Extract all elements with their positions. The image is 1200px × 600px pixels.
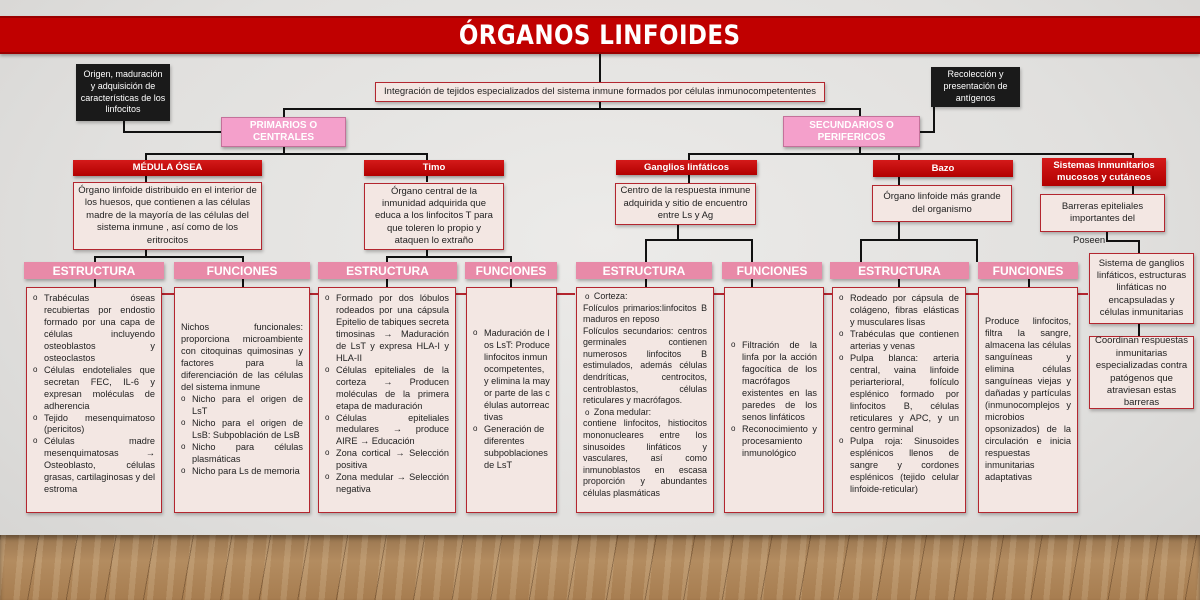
connector	[242, 279, 244, 287]
ganglios-structure-box	[576, 287, 714, 513]
page-title: ÓRGANOS LINFOIDES	[459, 19, 741, 51]
secondary-note	[931, 67, 1020, 107]
organ-description-mucosos	[1040, 194, 1165, 232]
connector	[933, 106, 935, 133]
list-item: o Maduración de los LsT: Produce linfocitos inmunocompetentes, y elimina la mayor parte de las células autorreactivas	[473, 328, 550, 424]
connector	[386, 279, 388, 287]
connector	[645, 239, 647, 262]
mucosos-detail-2	[1089, 336, 1194, 409]
list-item: o Trabéculas óseas recubiertas por endostio formado por una capa de células incluyendo osteoblastos y osteoclastos	[33, 293, 155, 365]
bullet-icon: o	[585, 407, 594, 417]
list-item: o Tejido mesenquimatoso (pericitos)	[33, 413, 155, 437]
connector	[966, 293, 978, 295]
poseen-label: Poseen	[1073, 235, 1106, 246]
connector	[688, 175, 690, 183]
connector	[283, 108, 861, 110]
corteza-label	[583, 291, 707, 303]
bazo-functions-box	[978, 287, 1078, 513]
corteza-text: Folículos primarios:linfocitos B maduros en reposo	[583, 302, 707, 325]
connector	[976, 239, 978, 262]
section-header-structure	[318, 262, 457, 279]
connector	[1138, 240, 1140, 253]
corteza-text: Folículos secundarios: centros germinales contienen numerosos linfocitos B estimulados, además células dendríticas, centrocitos, centroblastos, células reticulares y macrófagos.	[583, 325, 707, 406]
description-text: Centro de la respuesta inmune adquirida y sitio de encuentro entre Ls y Ag	[620, 185, 751, 222]
organ-header-bazo	[873, 160, 1013, 177]
list-item: o Zona medular → Selección negativa	[325, 472, 449, 496]
secondary-note-text: Recolección y presentación de antígenos	[943, 69, 1008, 103]
connector	[1106, 240, 1140, 242]
connector	[557, 293, 575, 295]
organ-name: Timo	[422, 162, 446, 174]
list-item: o Células madre mesenquimatosas → Osteoblasto, células grasas, cartilaginosas y del estroma	[33, 436, 155, 496]
connector	[1078, 293, 1088, 295]
section-header-functions	[978, 262, 1078, 279]
organ-name: Ganglios linfáticos	[644, 161, 729, 173]
medula-functions-box	[174, 287, 310, 513]
medular-label	[583, 407, 707, 419]
list-item: o Formado por dos lóbulos rodeados por una cápsula Epitelio de tabiques secreta timosinas → Maduración de LsT y expresa HLA-I y HLA-II	[325, 293, 449, 365]
list-item: o Reconocimiento y procesamiento inmunológico	[731, 424, 817, 460]
connector	[860, 239, 978, 241]
connector	[162, 293, 174, 295]
list-item: o Generación de diferentes subpoblaciones de LsT	[473, 424, 550, 472]
connector	[94, 279, 96, 287]
section-header-structure	[24, 262, 164, 279]
title-banner	[0, 16, 1200, 54]
connector	[145, 153, 428, 155]
organ-description-timo	[364, 183, 504, 250]
ganglios-functions-box	[724, 287, 824, 513]
detail-text: Coordinan respuestas inmunitarias especializadas contra patógenos que atraviesan estas barreras	[1095, 335, 1188, 409]
list-item: o Nicho para Ls de memoria	[181, 466, 303, 478]
connector	[1028, 279, 1030, 287]
organ-description-ganglios	[615, 183, 756, 225]
definition-box	[375, 82, 825, 102]
list-item: o Nicho para el origen de LsB: Subpoblación de LsB	[181, 418, 303, 442]
medula-structure-box	[26, 287, 162, 513]
organ-header-mucosos	[1042, 158, 1166, 186]
connector	[751, 239, 753, 262]
description-text: Órgano linfoide más grande del organismo	[883, 191, 1001, 215]
list-item: o Células epiteliales medulares → produce AIRE → Educación	[325, 413, 449, 449]
connector	[599, 54, 601, 82]
list-item: o Células epiteliales de la corteza → Producen moléculas de la primera etapa de maduración	[325, 365, 449, 413]
connector	[1138, 324, 1140, 336]
connector	[1132, 186, 1134, 194]
list-item: o Pulpa roja: Sinusoides esplénicos llenos de sangre y cordones esplénicos (tejido celular linfoide-reticular)	[839, 436, 959, 496]
organ-description-bazo	[872, 185, 1012, 222]
list-item: o Trabéculas que contienen arterias y venas	[839, 329, 959, 353]
organ-header-medula	[73, 160, 262, 176]
connector	[688, 153, 1134, 155]
bullet-icon: o	[585, 292, 594, 301]
connector	[860, 239, 862, 262]
list-item: o Rodeado por cápsula de colágeno, fibras elásticas y musculares lisas	[839, 293, 959, 329]
timo-structure-box	[318, 287, 456, 513]
description-text: Barreras epiteliales importantes del	[1061, 200, 1144, 224]
primary-note-text: Origen, maduración y adquisición de características de los linfocitos	[80, 69, 166, 115]
section-header-functions	[722, 262, 822, 279]
organ-name: Sistemas inmunitarios mucosos y cutáneos	[1053, 160, 1155, 183]
organ-description-medula	[73, 182, 262, 250]
organ-header-timo	[364, 160, 504, 176]
detail-text: Sistema de ganglios linfáticos, estructuras linfáticas no encapsuladas y células inmunitarias	[1096, 257, 1187, 319]
list-item: o Nicho para el origen de LsT	[181, 394, 303, 418]
list-item: o Nicho para células plasmáticas	[181, 442, 303, 466]
connector	[898, 177, 900, 185]
section-header-structure	[576, 262, 712, 279]
connector	[920, 131, 935, 133]
medular-text: contiene linfocitos, histiocitos mononucleares entre los sinusoides linfáticos y vasculares, así como inmunoblastos en escasa proporción y abundantes células plasmáticas	[583, 418, 707, 498]
connector	[94, 256, 244, 258]
list-item: o Pulpa blanca: arteria central, vaina linfoide periarterioral, folículo esplénico formado por linfocitos B, células reticulares y APC, y un centro germinal	[839, 353, 959, 437]
section-label: FUNCIONES	[206, 263, 278, 278]
category-primary	[221, 117, 346, 147]
description-text: Órgano central de la inmunidad adquirida que educa a los linfocitos T para que toleren lo propio y ataquen lo extraño	[375, 185, 493, 247]
list-item: o Zona cortical → Selección positiva	[325, 448, 449, 472]
primary-note	[76, 64, 170, 121]
section-header-functions	[465, 262, 557, 279]
section-label: ESTRUCTURA	[858, 263, 941, 278]
connector	[645, 279, 647, 287]
medular-label-text: Zona medular:	[593, 406, 652, 417]
section-label: FUNCIONES	[736, 263, 808, 278]
corteza-label-text: Corteza:	[593, 291, 628, 301]
connector	[510, 279, 512, 287]
connector	[426, 176, 428, 182]
wood-floor-background	[0, 535, 1200, 600]
bazo-structure-box	[832, 287, 966, 513]
connector	[751, 279, 753, 287]
section-label: ESTRUCTURA	[346, 263, 429, 278]
organ-name: Bazo	[931, 162, 955, 174]
category-secondary-label: SECUNDARIOS O PERIFERICOS	[809, 119, 894, 143]
mucosos-detail-1	[1089, 253, 1194, 324]
timo-functions-box	[466, 287, 557, 513]
functions-intro: Nichos funcionales: proporciona microambiente con citoquinas quimosinas y factores para la diferenciación de las células del sistema inmune	[181, 322, 303, 393]
connector	[456, 293, 466, 295]
section-label: ESTRUCTURA	[602, 263, 686, 278]
section-label: ESTRUCTURA	[52, 263, 136, 278]
connector	[898, 279, 900, 287]
list-item: o Filtración de la linfa por la acción fagocítica de los macrófagos existentes en las paredes de los senos linfáticos	[731, 340, 817, 424]
connector	[123, 131, 221, 133]
connector	[645, 239, 753, 241]
connector	[386, 256, 512, 258]
section-label: FUNCIONES	[475, 263, 547, 278]
connector	[714, 293, 724, 295]
organ-header-ganglios	[616, 160, 757, 175]
organ-name: MÉDULA ÓSEA	[132, 162, 203, 174]
list-item: o Células endoteliales que secretan FEC, IL-6 y expresan moléculas de adherencia	[33, 365, 155, 413]
description-text: Órgano linfoide distribuido en el interior de los huesos, que contienen a las células madre de la mayoría de las células del sistema inmune , así como de los eritrocitos	[78, 185, 257, 246]
functions-text: Produce linfocitos, filtra la sangre, almacena las células sanguíneas y elimina células sanguíneas viejas y dañadas y partículas (inmunocomplejos y microbios opsonizados) de la circulación e inicia respuestas inmunitarias adaptativas	[985, 316, 1071, 482]
connector	[824, 293, 832, 295]
section-header-functions	[174, 262, 310, 279]
section-header-structure	[830, 262, 969, 279]
definition-text: Integración de tejidos especializados del sistema inmune formados por células inmunocompetententes	[384, 85, 816, 97]
section-label: FUNCIONES	[992, 263, 1064, 278]
category-secondary	[783, 116, 920, 147]
category-primary-label: PRIMARIOS O CENTRALES	[249, 120, 318, 143]
